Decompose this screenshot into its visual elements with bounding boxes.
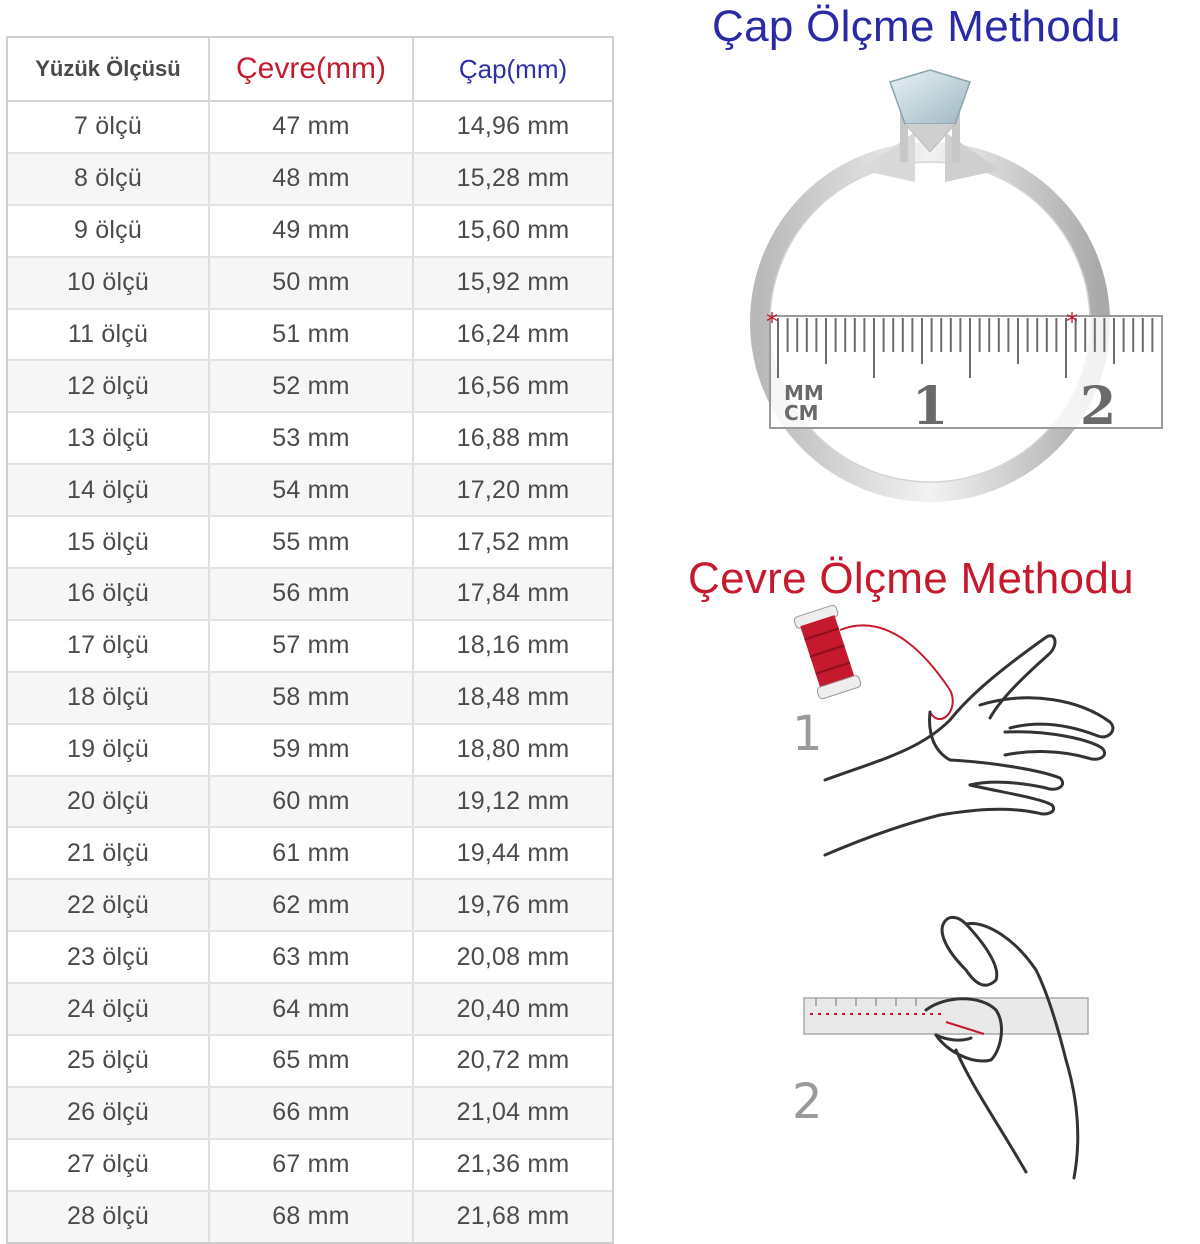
circumference-cell: 58 mm — [210, 673, 414, 723]
circumference-cell: 66 mm — [210, 1088, 414, 1138]
size-cell: 15 ölçü — [8, 517, 210, 567]
circumference-cell: 50 mm — [210, 258, 414, 308]
table-row — [8, 1140, 612, 1192]
step-number-2: 2 — [792, 1074, 823, 1130]
diameter-cell: 15,92 mm — [456, 268, 570, 297]
size-cell: 19 ölçü — [8, 725, 210, 775]
size-cell: 9 ölçü — [8, 206, 210, 256]
table-row — [8, 932, 612, 984]
size-cell: 18 ölçü — [8, 673, 210, 723]
diameter-cell: 17,84 mm — [456, 579, 570, 608]
size-cell: 26 ölçü — [8, 1088, 210, 1138]
diameter-cell: 21,68 mm — [456, 1202, 570, 1231]
svg-text:*: * — [766, 308, 778, 336]
size-cell: 21 ölçü — [8, 828, 210, 878]
diameter-cell: 17,20 mm — [456, 475, 570, 504]
size-cell: 27 ölçü — [8, 1140, 210, 1190]
svg-text:*: * — [1066, 308, 1078, 336]
diameter-cell: 18,48 mm — [456, 683, 570, 712]
size-cell: 17 ölçü — [8, 621, 210, 671]
table-row — [8, 258, 612, 310]
circumference-cell: 57 mm — [210, 621, 414, 671]
size-cell: 28 ölçü — [8, 1192, 210, 1242]
size-cell: 25 ölçü — [8, 1036, 210, 1086]
circumference-method-title: Çevre Ölçme Methodu — [688, 554, 1134, 603]
diameter-method-title: Çap Ölçme Methodu — [712, 2, 1121, 51]
circumference-cell: 53 mm — [210, 413, 414, 463]
diameter-cell: 16,24 mm — [456, 320, 570, 348]
circumference-cell: 64 mm — [210, 984, 414, 1034]
diameter-cell: 21,04 mm — [456, 1098, 570, 1127]
hand-icon — [796, 910, 1096, 1180]
circumference-cell: 67 mm — [210, 1140, 414, 1190]
size-cell: 8 ölçü — [8, 154, 210, 204]
table-row — [8, 1036, 612, 1088]
ring-size-table — [6, 36, 614, 1244]
table-row — [8, 413, 612, 465]
diameter-cell: 21,36 mm — [456, 1150, 570, 1179]
size-cell: 11 ölçü — [8, 310, 210, 360]
diameter-cell: 19,44 mm — [456, 838, 570, 867]
diameter-cell: 18,80 mm — [456, 735, 570, 764]
ruler-unit-cm: CM — [784, 401, 819, 425]
size-cell: 12 ölçü — [8, 361, 210, 411]
diameter-cell: 20,72 mm — [456, 1046, 570, 1075]
table-body — [8, 102, 612, 1242]
ring-icon — [740, 62, 1180, 512]
diameter-cell: 14,96 mm — [456, 112, 570, 141]
size-cell: 20 ölçü — [8, 777, 210, 827]
table-row — [8, 1088, 612, 1140]
size-cell: 10 ölçü — [8, 258, 210, 308]
table-row — [8, 828, 612, 880]
header-circumference: Çevre(mm) — [210, 38, 414, 100]
size-cell: 7 ölçü — [8, 102, 210, 152]
diameter-cell: 19,76 mm — [456, 890, 570, 919]
circumference-cell: 52 mm — [210, 361, 414, 411]
table-row — [8, 725, 612, 777]
diameter-cell: 20,40 mm — [456, 994, 570, 1023]
diameter-cell: 15,60 mm — [456, 216, 570, 245]
circumference-cell: 65 mm — [210, 1036, 414, 1086]
table-row — [8, 206, 612, 258]
size-cell: 22 ölçü — [8, 880, 210, 930]
ruler-number-1: 1 — [912, 376, 949, 437]
table-row — [8, 310, 612, 362]
circumference-cell: 59 mm — [210, 725, 414, 775]
table-row — [8, 102, 612, 154]
ruler-unit-mm: MM — [784, 381, 824, 405]
diameter-cell: 20,08 mm — [456, 942, 570, 971]
diameter-cell: 18,16 mm — [456, 631, 570, 660]
diameter-cell: 16,88 mm — [456, 423, 570, 452]
diameter-cell: 19,12 mm — [456, 787, 570, 816]
table-row — [8, 517, 612, 569]
size-cell: 24 ölçü — [8, 984, 210, 1034]
circumference-cell: 63 mm — [210, 932, 414, 982]
table-row — [8, 621, 612, 673]
table-row — [8, 777, 612, 829]
circumference-cell: 61 mm — [210, 828, 414, 878]
circumference-cell: 49 mm — [210, 206, 414, 256]
step-number-1: 1 — [792, 706, 823, 762]
size-cell: 16 ölçü — [8, 569, 210, 619]
circumference-cell: 62 mm — [210, 880, 414, 930]
size-cell: 23 ölçü — [8, 932, 210, 982]
header-ring-size: Yüzük Ölçüsü — [8, 38, 210, 100]
size-cell: 14 ölçü — [8, 465, 210, 515]
ruler-icon — [766, 308, 1164, 437]
circumference-cell: 55 mm — [210, 517, 414, 567]
ruler-number-2: 2 — [1080, 376, 1117, 437]
diameter-cell: 16,56 mm — [456, 371, 570, 400]
circumference-cell: 47 mm — [210, 102, 414, 152]
circumference-cell: 68 mm — [210, 1192, 414, 1242]
circumference-cell: 51 mm — [210, 310, 414, 360]
table-row — [8, 1192, 612, 1242]
table-row — [8, 673, 612, 725]
table-row — [8, 465, 612, 517]
size-cell: 13 ölçü — [8, 413, 210, 463]
table-row — [8, 880, 612, 932]
table-row — [8, 984, 612, 1036]
table-header — [8, 38, 612, 102]
table-row — [8, 154, 612, 206]
circumference-cell: 56 mm — [210, 569, 414, 619]
diameter-cell: 17,52 mm — [456, 527, 570, 556]
circumference-cell: 54 mm — [210, 465, 414, 515]
hand-icon — [800, 600, 1130, 870]
header-diameter: Çap(mm) — [458, 53, 568, 84]
diameter-cell: 15,28 mm — [456, 164, 570, 193]
table-row — [8, 361, 612, 413]
table-row — [8, 569, 612, 621]
circumference-cell: 60 mm — [210, 777, 414, 827]
circumference-cell: 48 mm — [210, 154, 414, 204]
